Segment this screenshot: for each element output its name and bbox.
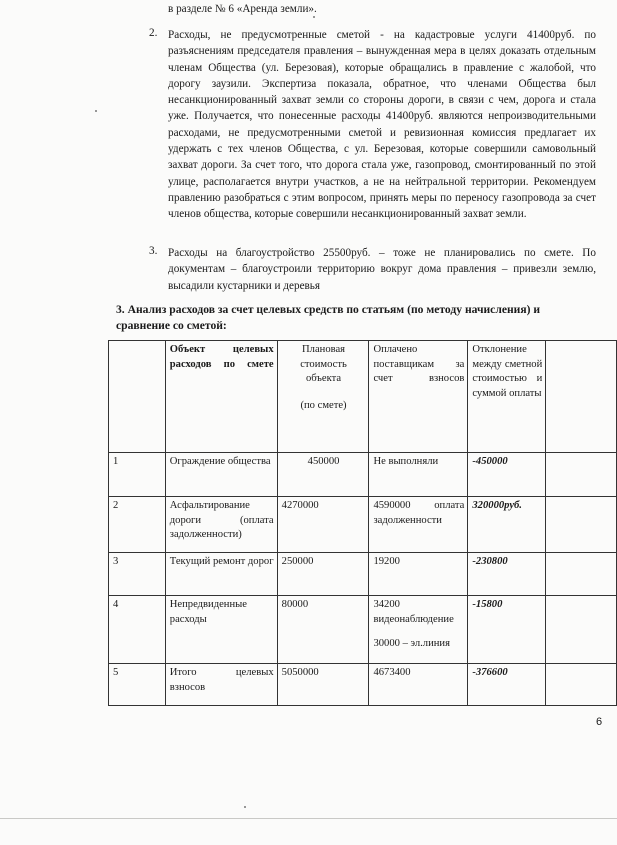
row-number: 4 [109,596,166,664]
row-paid-line1: 34200 видеонаблюдение [373,599,454,625]
row-number: 1 [109,453,166,497]
row-paid: 4673400 [369,664,468,706]
row-number: 2 [109,497,166,553]
item-number-3: 3. [149,245,158,257]
row-paid: Не выполняли [369,453,468,497]
row-number: 5 [109,664,166,706]
table-row [109,664,617,706]
row-deviation: -450000 [468,453,546,497]
header-planned-note: (по смете) [300,399,347,411]
row-empty-cell [546,453,617,497]
row-paid: 19200 [369,553,468,596]
row-planned: 4270000 [277,497,369,553]
header-paid: Оплачено поставщикам за счет взносов [369,341,468,453]
page-number: 6 [596,716,603,728]
table-row [109,453,617,497]
top-line: в разделе № 6 «Аренда земли». [168,3,317,15]
expenses-table [108,340,617,706]
row-empty-cell [546,497,617,553]
row-object: Итого целевых взносов [165,664,277,706]
header-planned [277,341,369,453]
item-number-2: 2. [149,27,158,39]
row-deviation: -15800 [468,596,546,664]
row-paid [369,596,468,664]
header-cell-number [109,341,166,453]
row-object: Текущий ремонт дорог [165,553,277,596]
header-cell-empty [546,341,617,453]
scan-speck [313,16,315,18]
scan-speck [95,110,97,112]
row-deviation: -376600 [468,664,546,706]
header-planned-label: Плановая стоимость объекта [300,344,347,384]
row-planned: 5050000 [277,664,369,706]
scan-speck [244,806,246,808]
row-number: 3 [109,553,166,596]
row-planned: 250000 [277,553,369,596]
row-empty-cell [546,664,617,706]
table-row [109,596,617,664]
row-deviation: 320000руб. [468,497,546,553]
scan-edge-line [0,818,617,819]
table-row [109,497,617,553]
header-deviation: Отклонение между сметной стоимостью и суммой оплаты [468,341,546,453]
row-object: Ограждение общества [165,453,277,497]
row-planned: 450000 [277,453,369,497]
row-deviation: -230800 [468,553,546,596]
row-planned: 80000 [277,596,369,664]
table-header-row [109,341,617,453]
item-text-2: Расходы, не предусмотренные сметой - на кадастровые услуги 41400руб. по разъяснениям председателя правления – вынужденная мера в целях доказать отдельным членам Общества (ул. Березовая), которые обращались в правление с жалобой, что дорогу заузили. Экспертиза показала, обратное, что членами Общества был несанкционированный захват земли со стороны дороги, в связи с чем, дорога и стала уже. Получается, что понесенные расходы 41400руб. являются непроизводительными расходами, не предусмотренными сметой и ревизионная комиссия предлагает их удержать с тех членов Общества, с ул. Березовая, которые совершили самовольный захват дороги. За счет того, что дорога стала уже, газопровод, смонтированный по этой улице, располагается внутри участков, а не на нейтральной территории. Рекомендуем правлению разобраться с этим вопросом, принять меры по переносу газопровода за счет членов общества, которые совершили несанкционированный захват земли. [168,29,596,221]
table-row [109,553,617,596]
section-heading: 3. Анализ расходов за счет целевых средств по статьям (по методу начисления) и сравнение со сметой: [116,303,541,332]
row-paid-line2: 30000 – эл.линия [373,638,450,649]
row-object: Асфальтирование дороги (оплата задолженности) [165,497,277,553]
row-empty-cell [546,596,617,664]
item-text-3: Расходы на благоустройство 25500руб. – тоже не планировались по смете. По документам – благоустроили территорию вокруг дома правления – привезли землю, высадили кустарники и деревья [168,247,596,292]
header-object: Объект целевых расходов по смете [165,341,277,453]
row-paid: 4590000 оплата задолженности [369,497,468,553]
row-object: Непредвиденные расходы [165,596,277,664]
row-empty-cell [546,553,617,596]
